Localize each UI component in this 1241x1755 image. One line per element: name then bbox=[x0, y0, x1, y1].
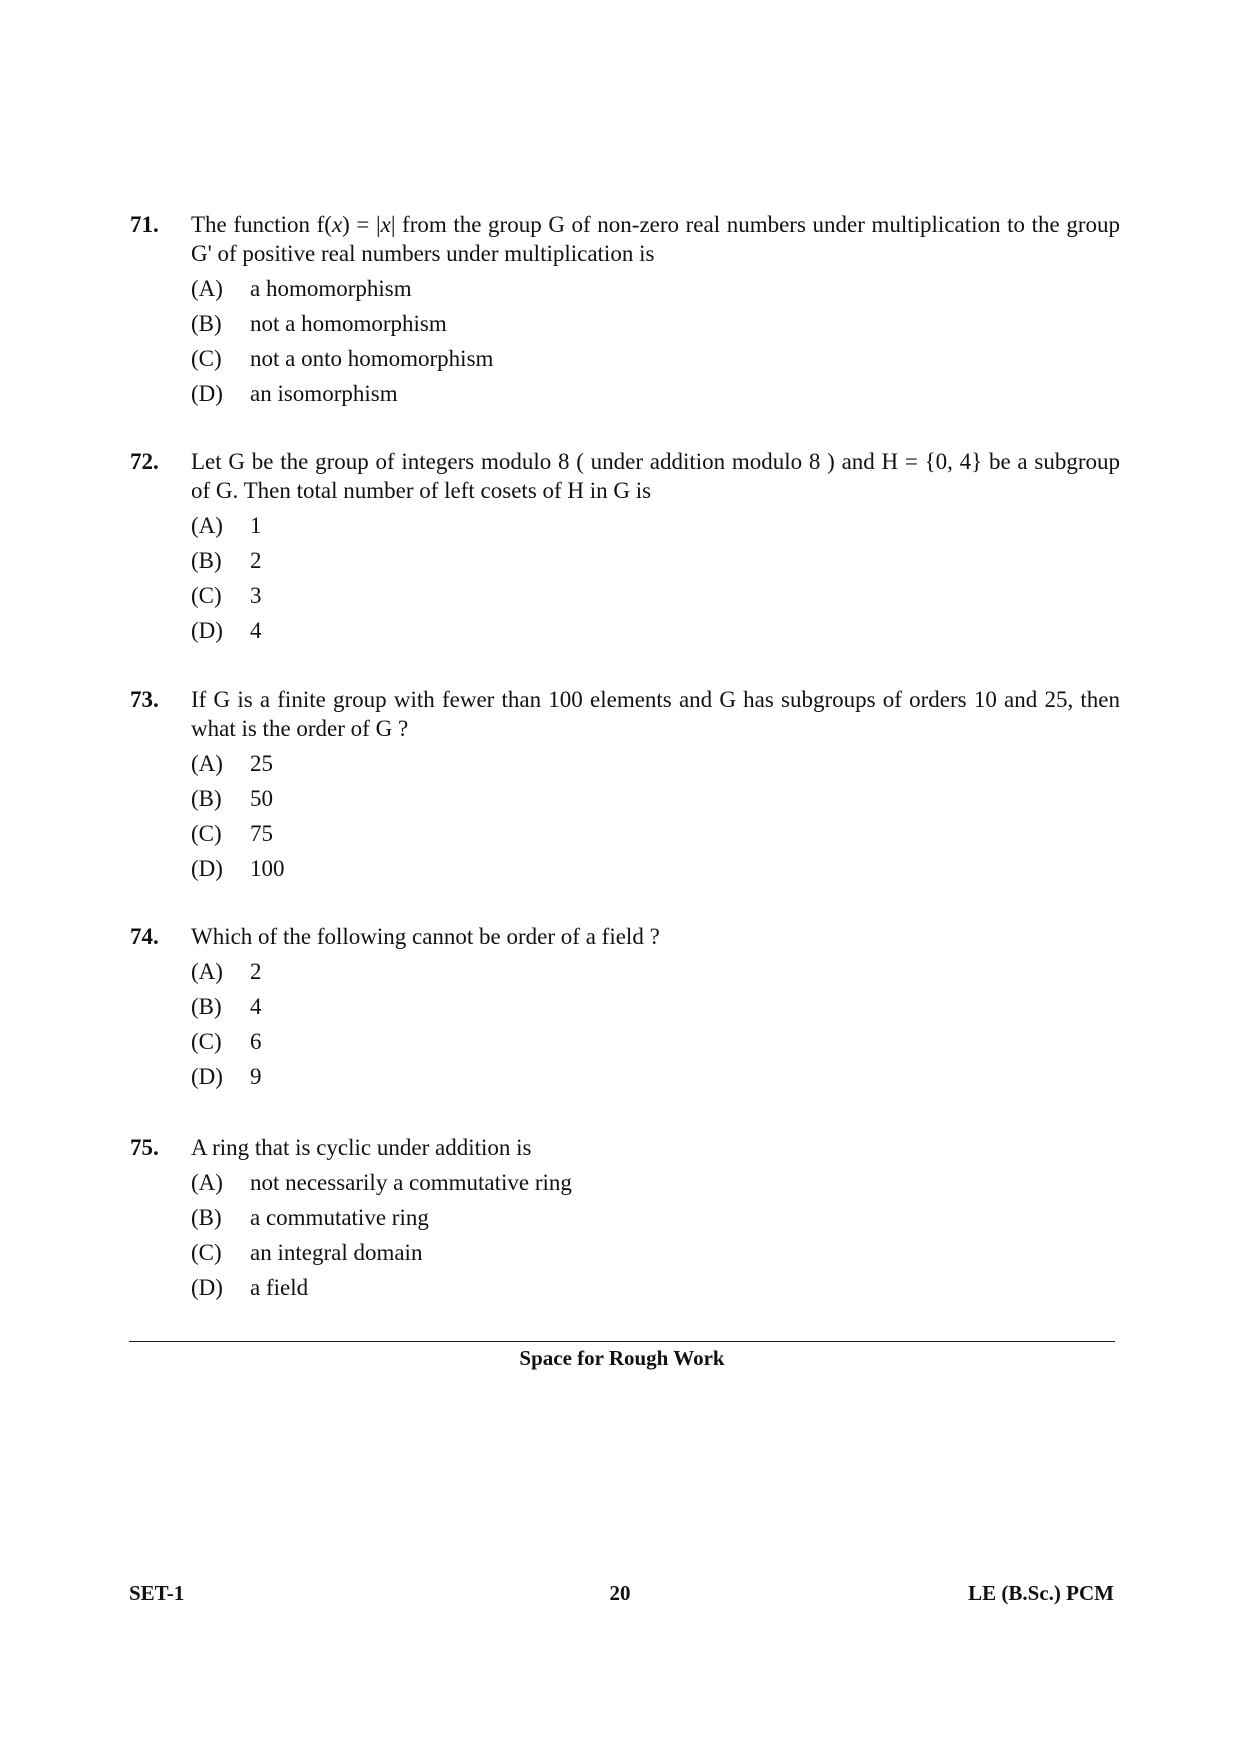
option-text: 3 bbox=[250, 583, 262, 608]
option-text: 25 bbox=[250, 751, 273, 776]
options-list bbox=[191, 749, 1120, 889]
option-letter: (B) bbox=[191, 1205, 222, 1230]
option-b bbox=[191, 992, 1120, 1027]
option-b bbox=[191, 1203, 1120, 1238]
option-d bbox=[191, 854, 1120, 889]
option-letter: (B) bbox=[191, 786, 222, 811]
question-number: 75. bbox=[130, 1135, 159, 1160]
option-text: 75 bbox=[250, 821, 273, 846]
math-variable: x bbox=[380, 212, 391, 237]
option-letter: (C) bbox=[191, 1029, 222, 1054]
option-letter: (A) bbox=[191, 959, 223, 984]
option-d bbox=[191, 1062, 1120, 1097]
option-letter: (D) bbox=[191, 381, 223, 406]
option-letter: (C) bbox=[191, 583, 222, 608]
option-text: 6 bbox=[250, 1029, 262, 1054]
option-text: 1 bbox=[250, 513, 262, 538]
option-letter: (A) bbox=[191, 751, 223, 776]
option-text: not a onto homomorphism bbox=[250, 346, 494, 371]
option-d bbox=[191, 616, 1120, 651]
math-variable: x bbox=[331, 212, 343, 237]
question-text-part: The function f( bbox=[191, 212, 332, 237]
question-text: Let G be the group of integers modulo 8 ( under addition modulo 8 ) and H = {0, 4} be a subgroup of G. Then total number of left cosets of H in G is bbox=[191, 449, 1120, 503]
option-letter: (A) bbox=[191, 276, 223, 301]
option-letter: (D) bbox=[191, 1275, 223, 1300]
option-letter: (D) bbox=[191, 1064, 223, 1089]
option-text: 100 bbox=[250, 856, 285, 881]
options-list bbox=[191, 1168, 1120, 1308]
option-a bbox=[191, 511, 1120, 546]
question-72 bbox=[130, 447, 1120, 651]
option-letter: (C) bbox=[191, 821, 222, 846]
question-text: A ring that is cyclic under addition is bbox=[191, 1135, 532, 1160]
question-text: Which of the following cannot be order of a field ? bbox=[191, 924, 660, 949]
option-text: 9 bbox=[250, 1064, 262, 1089]
option-a bbox=[191, 274, 1120, 309]
option-c bbox=[191, 1027, 1120, 1062]
question-text bbox=[191, 210, 1120, 268]
question-74 bbox=[130, 922, 1120, 1097]
option-text: 4 bbox=[250, 994, 262, 1019]
question-71 bbox=[130, 210, 1120, 414]
option-letter: (A) bbox=[191, 513, 223, 538]
option-c bbox=[191, 581, 1120, 616]
option-c bbox=[191, 1238, 1120, 1273]
options-list bbox=[191, 511, 1120, 651]
question-text-part: | from the group G of non-zero real numbers under multiplication to the group G' of positive real numbers under multiplication is bbox=[191, 212, 1120, 266]
option-text: 2 bbox=[250, 548, 262, 573]
question-text: If G is a finite group with fewer than 100 elements and G has subgroups of orders 10 and 25, then what is the order of G ? bbox=[191, 687, 1120, 741]
option-letter: (D) bbox=[191, 856, 223, 881]
option-letter: (B) bbox=[191, 994, 222, 1019]
option-letter: (B) bbox=[191, 311, 222, 336]
question-number: 74. bbox=[130, 924, 159, 949]
option-c bbox=[191, 344, 1120, 379]
option-text: 4 bbox=[250, 618, 262, 643]
option-text: an integral domain bbox=[250, 1240, 423, 1265]
footer-exam-code: LE (B.Sc.) PCM bbox=[968, 1581, 1114, 1605]
option-letter: (A) bbox=[191, 1170, 223, 1195]
options-list bbox=[191, 957, 1120, 1097]
option-text: 2 bbox=[250, 959, 262, 984]
question-number: 73. bbox=[130, 687, 159, 712]
question-number: 72. bbox=[130, 449, 159, 474]
option-c bbox=[191, 819, 1120, 854]
option-letter: (C) bbox=[191, 346, 222, 371]
option-d bbox=[191, 379, 1120, 414]
question-number: 71. bbox=[130, 212, 159, 237]
option-letter: (C) bbox=[191, 1240, 222, 1265]
question-73 bbox=[130, 685, 1120, 889]
footer-page-number: 20 bbox=[609, 1581, 631, 1605]
rough-work-divider bbox=[129, 1341, 1115, 1342]
option-d bbox=[191, 1273, 1120, 1308]
option-b bbox=[191, 546, 1120, 581]
option-text: a homomorphism bbox=[250, 276, 412, 301]
option-letter: (B) bbox=[191, 548, 222, 573]
question-75 bbox=[130, 1133, 1120, 1308]
option-a bbox=[191, 957, 1120, 992]
option-letter: (D) bbox=[191, 618, 223, 643]
option-text: not a homomorphism bbox=[250, 311, 447, 336]
option-b bbox=[191, 784, 1120, 819]
rough-work-label: Space for Rough Work bbox=[519, 1346, 725, 1370]
option-text: not necessarily a commutative ring bbox=[250, 1170, 572, 1195]
option-a bbox=[191, 749, 1120, 784]
options-list bbox=[191, 274, 1120, 414]
option-text: a field bbox=[250, 1275, 309, 1300]
question-text-part: ) = | bbox=[342, 212, 381, 237]
footer-set: SET-1 bbox=[129, 1581, 185, 1605]
option-b bbox=[191, 309, 1120, 344]
option-text: a commutative ring bbox=[250, 1205, 429, 1230]
option-text: an isomorphism bbox=[250, 381, 398, 406]
option-a bbox=[191, 1168, 1120, 1203]
option-text: 50 bbox=[250, 786, 273, 811]
